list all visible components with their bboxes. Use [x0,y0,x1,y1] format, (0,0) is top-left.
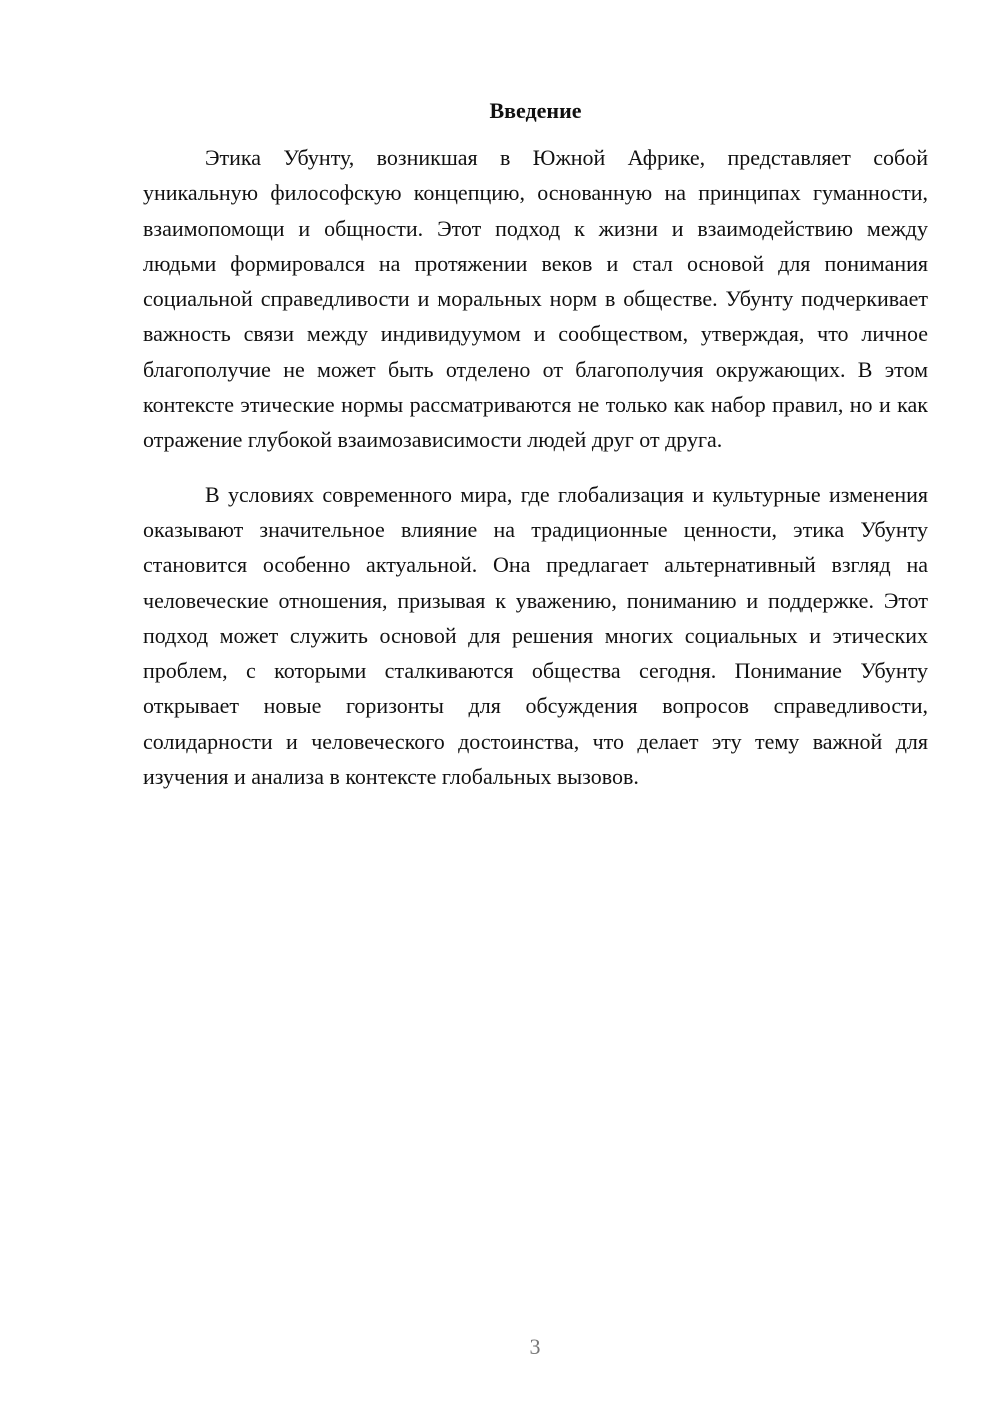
paragraph-1: Этика Убунту, возникшая в Южной Африке, представляет собой уникальную философскую концепцию, основанную на принципах гуманности, взаимопомощи и общности. Этот подход к жизни и взаимодействию между людьми формировался на протяжении веков и стал основой для понимания социальной справедливости и моральных норм в обществе. Убунту подчеркивает важность связи между индивидуумом и сообществом, утверждая, что личное благополучие не может быть отделено от благополучия окружающих. В этом контексте этические нормы рассматриваются не только как набор правил, но и как отражение глубокой взаимозависимости людей друг от друга. [143,145,928,453]
page-number: 3 [529,1334,541,1359]
section-heading: Введение [489,98,582,123]
body-text [143,140,928,813]
paragraph-2: В условиях современного мира, где глобализация и культурные изменения оказывают значительное влияние на традиционные ценности, этика Убунту становится особенно актуальной. Она предлагает альтернативный взгляд на человеческие отношения, призывая к уважению, пониманию и поддержке. Этот подход может служить основой для решения многих социальных и этических проблем, с которыми сталкиваются общества сегодня. Понимание Убунту открывает новые горизонты для обсуждения вопросов справедливости, солидарности и человеческого достоинства, что делает эту тему важной для изучения и анализа в контексте глобальных вызовов. [143,481,928,790]
